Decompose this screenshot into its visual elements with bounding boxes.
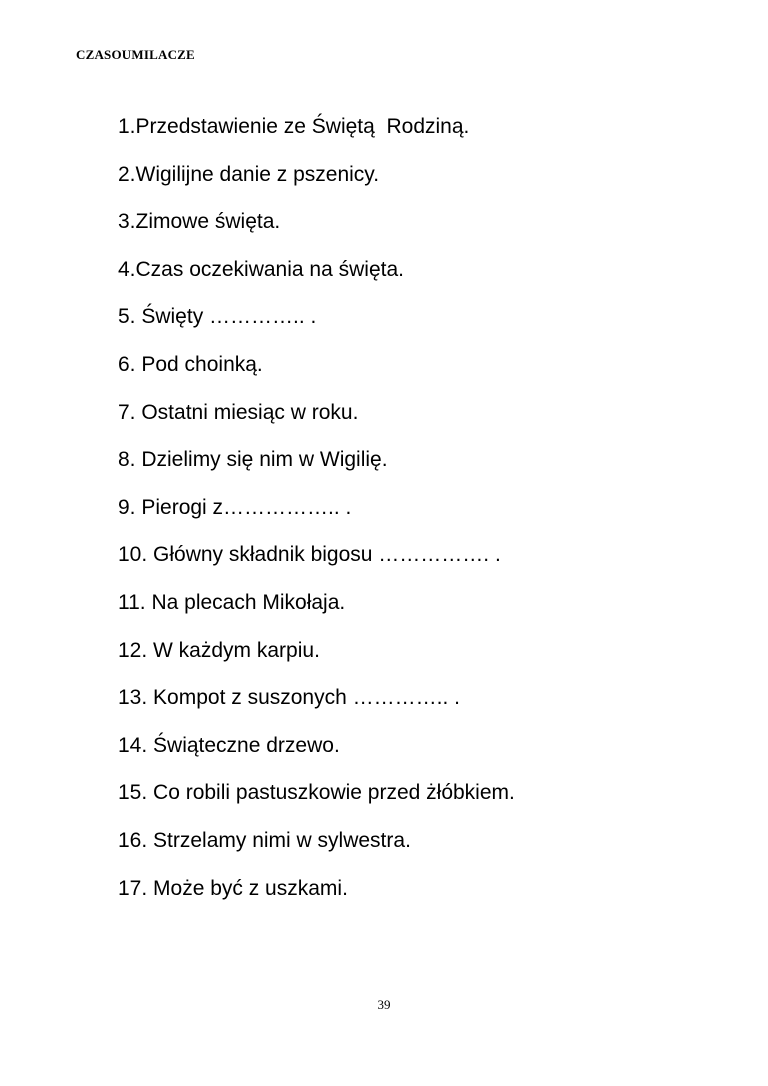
clue-item-11: 11. Na plecach Mikołaja. [118, 590, 346, 614]
clue-item-6: 6. Pod choinką. [118, 352, 263, 376]
clue-item-17: 17. Może być z uszkami. [118, 876, 348, 900]
clue-item-3: 3.Zimowe święta. [118, 210, 281, 234]
clue-item-7: 7. Ostatni miesiąc w roku. [118, 400, 359, 424]
clue-item-2: 2.Wigilijne danie z pszenicy. [118, 162, 380, 186]
clue-item-5: 5. Święty ………….. . [118, 305, 317, 329]
clue-item-8: 8. Dzielimy się nim w Wigilię. [118, 448, 388, 472]
clue-item-15: 15. Co robili pastuszkowie przed żłóbkiem. [118, 781, 515, 805]
clue-list [118, 110, 515, 919]
clue-item-12: 12. W każdym karpiu. [118, 638, 320, 662]
page-number: 39 [377, 997, 391, 1012]
clue-item-16: 16. Strzelamy nimi w sylwestra. [118, 828, 411, 852]
clue-item-1: 1.Przedstawienie ze Świętą Rodziną. [118, 115, 470, 138]
clue-item-9: 9. Pierogi z…………….. . [118, 495, 352, 519]
clue-item-14: 14. Świąteczne drzewo. [118, 733, 340, 757]
running-header: CZASOUMILACZE [76, 47, 195, 62]
clue-item-13: 13. Kompot z suszonych ………….. . [118, 686, 460, 710]
clue-item-4: 4.Czas oczekiwania na święta. [118, 257, 404, 281]
clue-item-10: 10. Główny składnik bigosu ……………. . [118, 543, 501, 567]
